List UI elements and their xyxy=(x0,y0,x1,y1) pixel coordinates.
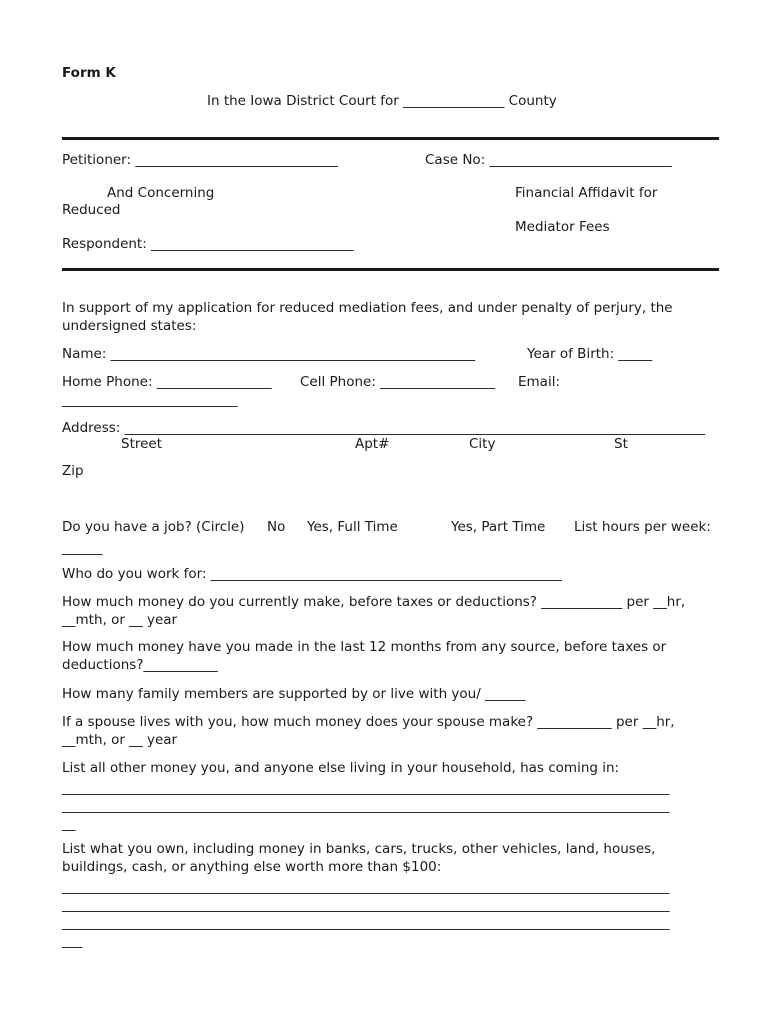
top-divider xyxy=(62,137,719,140)
form-title: Form K xyxy=(62,65,116,81)
family-members-question[interactable]: How many family members are supported by or live with you/ ______ xyxy=(62,686,526,702)
job-option-full-time[interactable]: Yes, Full Time xyxy=(307,519,398,535)
other-money-line[interactable]: __________________________________________________________________________________________ xyxy=(62,780,670,796)
assets-line[interactable]: ___ xyxy=(62,933,83,949)
name-field[interactable]: Name: ______________________________________________________ xyxy=(62,346,476,362)
other-money-line[interactable]: __________________________________________________________________________________________ xyxy=(62,798,670,814)
address-street-label: Street xyxy=(121,436,163,452)
address-state-label: St xyxy=(614,436,628,452)
current-income-question[interactable]: How much money do you currently make, before taxes or deductions? ____________ per __hr, __mth, or __ year xyxy=(62,594,686,628)
home-phone-field[interactable]: Home Phone: _________________ xyxy=(62,374,272,390)
address-zip-label: Zip xyxy=(62,463,84,479)
job-question: Do you have a job? (Circle) xyxy=(62,519,245,535)
annual-income-question[interactable]: How much money have you made in the last 12 months from any source, before taxes or deductions?___________ xyxy=(62,639,667,673)
email-label: Email: xyxy=(518,374,561,390)
assets-line[interactable]: __________________________________________________________________________________________ xyxy=(62,915,670,931)
case-number-field[interactable]: Case No: ___________________________ xyxy=(425,152,672,168)
caption-divider xyxy=(62,268,719,271)
and-concerning-text: And Concerning xyxy=(107,185,215,201)
affidavit-title-line1: Financial Affidavit for xyxy=(515,185,658,201)
hours-per-week-field[interactable]: ______ xyxy=(62,540,103,556)
assets-question: List what you own, including money in banks, cars, trucks, other vehicles, land, houses, buildings, cash, or anything else worth more than $100: xyxy=(62,841,656,875)
hours-per-week-label: List hours per week: xyxy=(574,519,711,535)
address-apt-label: Apt# xyxy=(355,436,390,452)
job-option-no[interactable]: No xyxy=(267,519,286,535)
assets-line[interactable]: __________________________________________________________________________________________ xyxy=(62,897,670,913)
intro-statement: In support of my application for reduced mediation fees, and under penalty of perjury, the undersigned states: xyxy=(62,300,673,334)
employer-field[interactable]: Who do you work for: ____________________________________________________ xyxy=(62,566,562,582)
cell-phone-field[interactable]: Cell Phone: _________________ xyxy=(300,374,495,390)
job-option-part-time[interactable]: Yes, Part Time xyxy=(451,519,546,535)
other-money-line[interactable]: __ xyxy=(62,816,76,832)
year-of-birth-field[interactable]: Year of Birth: _____ xyxy=(527,346,653,362)
assets-line[interactable]: __________________________________________________________________________________________ xyxy=(62,879,670,895)
affidavit-title-line2: Mediator Fees xyxy=(515,219,610,235)
address-field[interactable]: Address: ______________________________________________________________________________________ xyxy=(62,420,706,436)
court-line: In the Iowa District Court for _______________ County xyxy=(207,93,557,109)
email-field[interactable]: __________________________ xyxy=(62,392,238,408)
petitioner-field[interactable]: Petitioner: ______________________________ xyxy=(62,152,338,168)
spouse-income-question[interactable]: If a spouse lives with you, how much money does your spouse make? ___________ per __hr, __mth, or __ year xyxy=(62,714,675,748)
address-city-label: City xyxy=(469,436,496,452)
reduced-text: Reduced xyxy=(62,202,121,218)
other-money-question: List all other money you, and anyone else living in your household, has coming in: xyxy=(62,760,620,776)
respondent-field[interactable]: Respondent: ______________________________ xyxy=(62,236,354,252)
